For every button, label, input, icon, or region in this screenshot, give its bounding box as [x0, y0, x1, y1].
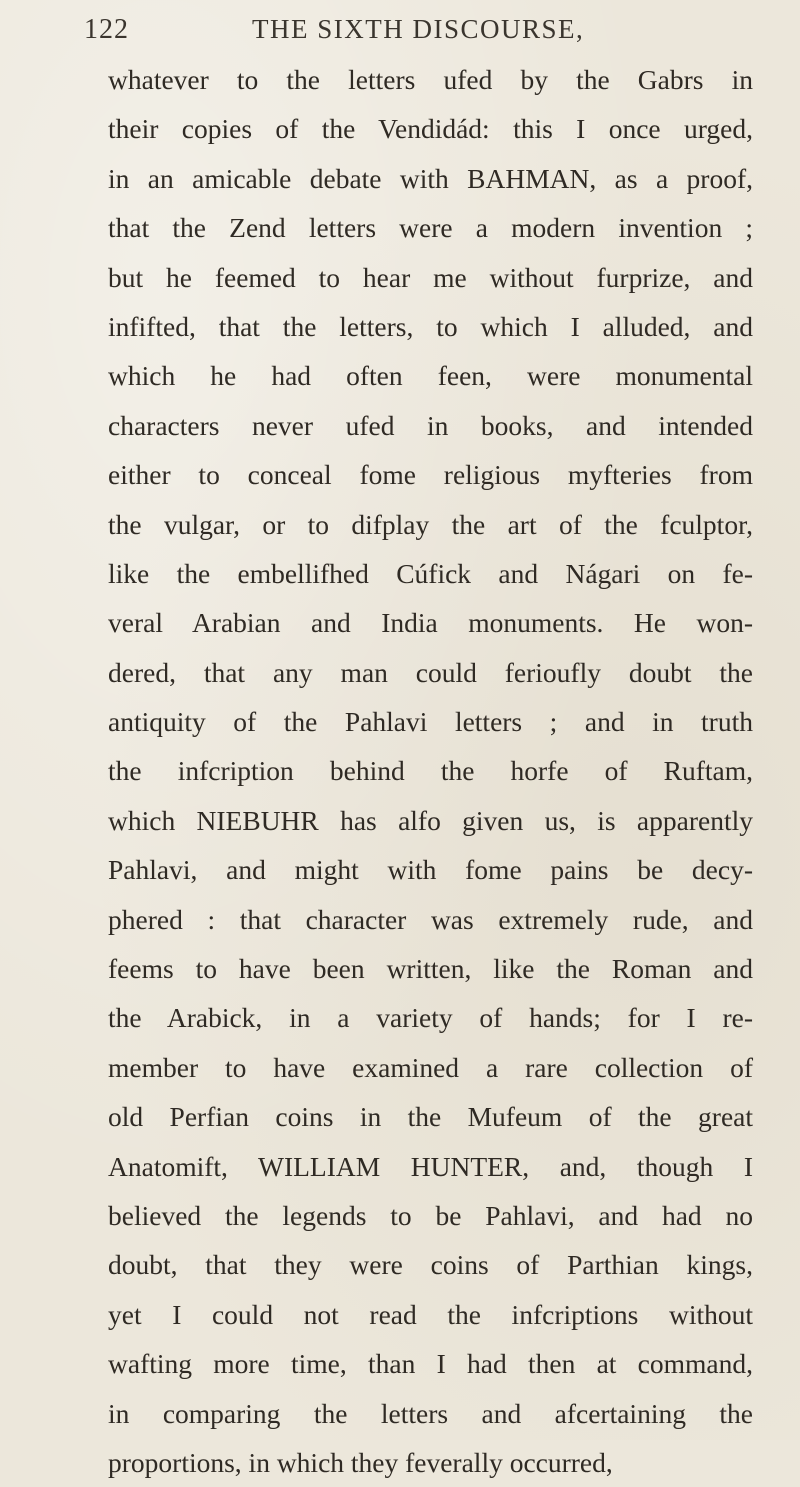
- text-line: either to conceal fome religious myfteries from: [108, 459, 753, 491]
- text-line: in comparing the letters and afcertaining the: [108, 1397, 753, 1429]
- text-line: the vulgar, or to difplay the art of the fculptor,: [108, 508, 753, 540]
- text-line: believed the legends to be Pahlavi, and had no: [108, 1199, 753, 1231]
- text-line: old Perfian coins in the Mufeum of the great: [108, 1101, 753, 1133]
- text-line: doubt, that they were coins of Parthian kings,: [108, 1249, 753, 1281]
- text-line: dered, that any man could ferioufly doubt the: [108, 656, 753, 688]
- text-line: veral Arabian and India monuments. He won-: [108, 607, 753, 639]
- text-line: in an amicable debate with BAHMAN, as a proof,: [108, 162, 753, 194]
- text-line: the infcription behind the horfe of Ruftam,: [108, 755, 753, 787]
- text-line: Anatomift, WILLIAM HUNTER, and, though I: [108, 1150, 753, 1182]
- text-line: their copies of the Vendidád: this I once urged,: [108, 113, 753, 145]
- text-line: whatever to the letters ufed by the Gabrs in: [108, 64, 753, 95]
- text-line: wafting more time, than I had then at command,: [108, 1348, 753, 1380]
- text-line: which NIEBUHR has alfo given us, is apparently: [108, 804, 753, 836]
- page-header: [84, 8, 764, 54]
- body-text: [108, 55, 753, 1487]
- running-head: THE SIXTH DISCOURSE,: [252, 14, 585, 44]
- text-line: but he feemed to hear me without furprize, and: [108, 261, 753, 293]
- text-line: that the Zend letters were a modern invention ;: [108, 212, 753, 244]
- text-line: feems to have been written, like the Roman and: [108, 953, 753, 985]
- text-line: which he had often feen, were monumental: [108, 360, 753, 392]
- text-line: the Arabick, in a variety of hands; for I re-: [108, 1002, 753, 1034]
- text-line: like the embellifhed Cúfick and Nágari on fe-: [108, 557, 753, 589]
- page-number: 122: [84, 14, 129, 45]
- text-line: antiquity of the Pahlavi letters ; and in truth: [108, 706, 753, 738]
- text-line: proportions, in which they feverally occurred,: [108, 1446, 613, 1478]
- text-line: infifted, that the letters, to which I alluded, and: [108, 310, 753, 342]
- text-line: characters never ufed in books, and intended: [108, 409, 753, 441]
- text-line: member to have examined a rare collection of: [108, 1051, 753, 1083]
- text-line: phered : that character was extremely rude, and: [108, 903, 753, 935]
- text-line: yet I could not read the infcriptions without: [108, 1298, 753, 1330]
- text-line: Pahlavi, and might with fome pains be decy-: [108, 854, 753, 886]
